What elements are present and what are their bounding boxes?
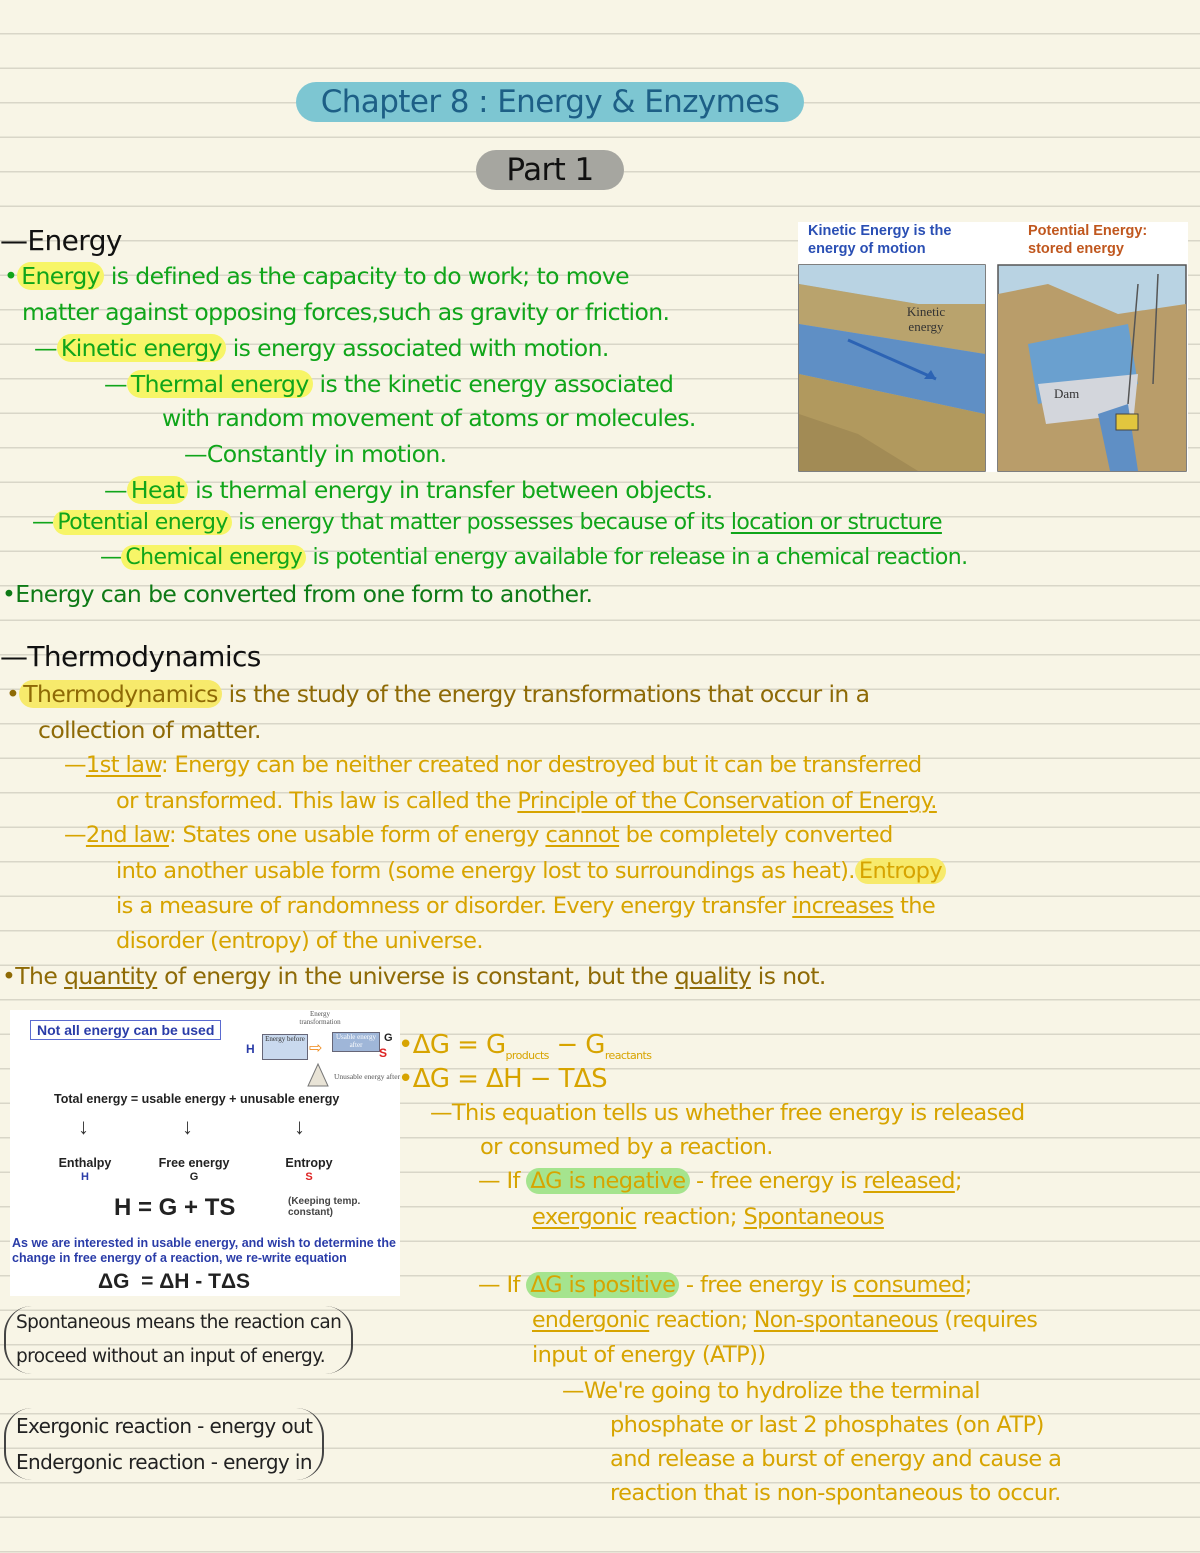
enthalpy-label: Enthalpy bbox=[58, 1156, 112, 1170]
non-spontaneous-word: Non-spontaneous bbox=[753, 1308, 938, 1333]
chemical-rest: is potential energy available for release in a chemical reaction. bbox=[306, 545, 968, 570]
thermal-energy-line: — Thermal energy is the kinetic energy associated bbox=[104, 370, 674, 398]
second-law-line2 bbox=[116, 858, 946, 884]
delta-g-equation: ΔG = ΔH - TΔS bbox=[98, 1270, 251, 1293]
thermo-heading: —Thermodynamics bbox=[0, 640, 261, 673]
g-letter: G bbox=[384, 1032, 393, 1044]
constantly-text: Constantly in motion. bbox=[206, 440, 447, 468]
thermal-term: Thermal energy bbox=[127, 370, 313, 398]
tells-text: This equation tells us whether free energy is released bbox=[451, 1100, 1025, 1126]
heat-line: — Heat is thermal energy in transfer between objects. bbox=[104, 476, 713, 504]
thermo-definition: • Thermodynamics is the study of the energy transformations that occur in a bbox=[6, 680, 870, 708]
gibbs-figure-title: Not all energy can be used bbox=[30, 1020, 221, 1040]
seesaw-fulcrum-icon bbox=[306, 1062, 330, 1088]
pos-line2-d: (requires bbox=[937, 1308, 1038, 1333]
released-word: released bbox=[863, 1168, 955, 1194]
s-letter: S bbox=[379, 1046, 388, 1060]
quantity-word: quantity bbox=[64, 962, 158, 990]
keeping-temp-note: (Keeping temp. constant) bbox=[288, 1196, 361, 1218]
quantity-b: of energy in the universe is constant, but the bbox=[157, 962, 675, 990]
second-law-line2-text: into another usable form (some energy lost to surroundings as heat). bbox=[116, 858, 855, 884]
quality-word: quality bbox=[674, 962, 751, 990]
eq1-sub1: products bbox=[505, 1049, 549, 1063]
energy-term: Energy bbox=[17, 262, 104, 290]
thermo-definition-line2: collection of matter. bbox=[38, 716, 261, 744]
positive-line2 bbox=[532, 1308, 1037, 1333]
endergonic-word: endergonic bbox=[532, 1308, 650, 1333]
spontaneous-word: Spontaneous bbox=[743, 1204, 884, 1230]
second-law-line3 bbox=[116, 893, 935, 919]
first-law-line2-text: or transformed. This law is called the bbox=[116, 788, 518, 814]
delta-g-products-eq: •ΔG = $G_{products} - G_{reactants}$ bbox=[398, 1030, 652, 1063]
eq1-sub2: reactants bbox=[604, 1049, 652, 1063]
second-law-line3-text: is a measure of randomness or disorder. Every energy transfer bbox=[116, 893, 793, 919]
free-energy-symbol: G bbox=[189, 1171, 199, 1183]
thermo-term: Thermodynamics bbox=[19, 680, 222, 708]
second-law-line3-end: the bbox=[893, 893, 936, 919]
exer-line1: Exergonic reaction - energy out bbox=[16, 1414, 313, 1438]
thermal-energy-line2: with random movement of atoms or molecules. bbox=[162, 404, 696, 432]
spont-line2: proceed without an input of energy. bbox=[16, 1346, 326, 1367]
entropy-label: Entropy bbox=[285, 1156, 333, 1170]
unusable-after-label: Unusable energy after bbox=[334, 1072, 401, 1081]
arrow-down-icon-2: ↓ bbox=[182, 1114, 193, 1139]
first-law-line2 bbox=[116, 788, 937, 814]
kinetic-caption: Kinetic Energy is the energy of motion bbox=[808, 223, 952, 257]
converted-text: Energy can be converted from one form to another. bbox=[15, 580, 593, 608]
kinetic-rest: is energy associated with motion. bbox=[225, 334, 609, 362]
rewrite-note: As we are interested in usable energy, and wish to determine the change in free energy of a reaction, we re-write equation bbox=[12, 1236, 396, 1265]
part-label: Part 1 bbox=[476, 150, 624, 190]
pos-line2-b: reaction; bbox=[649, 1308, 754, 1333]
landscape-illustration bbox=[798, 264, 1188, 472]
atp-line4: reaction that is non-spontaneous to occur. bbox=[610, 1480, 1061, 1506]
negative-line2 bbox=[532, 1204, 884, 1230]
kinetic-energy-line: — Kinetic energy is energy associated with motion. bbox=[34, 334, 609, 362]
spontaneous-note bbox=[4, 1306, 353, 1374]
potential-term: Potential energy bbox=[53, 510, 231, 535]
arrow-down-icon-3: ↓ bbox=[294, 1114, 305, 1139]
energy-transformation-label: Energy transformation bbox=[299, 1010, 341, 1026]
neg-semicolon: ; bbox=[954, 1168, 962, 1194]
potential-energy-line: — Potential energy is energy that matter possesses because of its location or structure bbox=[32, 510, 942, 535]
eq1-b: − G bbox=[548, 1030, 605, 1060]
delta-g-eq2: •ΔG = ΔH − TΔS bbox=[398, 1064, 608, 1094]
heat-rest: is thermal energy in transfer between objects. bbox=[188, 476, 713, 504]
consumed-word: consumed bbox=[853, 1272, 965, 1298]
atp-line3: and release a burst of energy and cause a bbox=[610, 1446, 1062, 1472]
quantity-quality-line: •The quantity of energy in the universe is constant, but the quality is not. bbox=[2, 962, 826, 990]
second-law-line4: disorder (entropy) of the universe. bbox=[116, 928, 483, 954]
heat-term: Heat bbox=[127, 476, 188, 504]
enthalpy-symbol: H bbox=[81, 1171, 89, 1183]
kinetic-label: Kinetic energy bbox=[906, 304, 946, 334]
exer-line2: Endergonic reaction - energy in bbox=[16, 1450, 312, 1474]
neg-line2-b: reaction; bbox=[636, 1204, 744, 1230]
arrow-down-icon-1: ↓ bbox=[78, 1114, 89, 1139]
thermal-rest: is the kinetic energy associated bbox=[312, 370, 674, 398]
atp-line1-text: We're going to hydrolize the terminal bbox=[583, 1378, 980, 1404]
energy-definition: • Energy is defined as the capacity to do work; to move bbox=[4, 262, 629, 290]
kinetic-potential-figure bbox=[798, 222, 1188, 472]
kinetic-term: Kinetic energy bbox=[57, 334, 226, 362]
energy-converted-line: •Energy can be converted from one form to another. bbox=[2, 580, 593, 608]
usable-after-box: Usable energy after bbox=[332, 1032, 380, 1052]
second-law-line: —2nd law: States one usable form of energy cannot be completely converted bbox=[64, 822, 893, 848]
potential-rest: is energy that matter possesses because of its bbox=[231, 510, 731, 535]
conservation-principle: Principle of the Conservation of Energy. bbox=[517, 788, 937, 814]
atp-line2: phosphate or last 2 phosphates (on ATP) bbox=[610, 1412, 1044, 1438]
constantly-line: —Constantly in motion. bbox=[184, 440, 447, 468]
negative-line: — If ΔG is negative - free energy is released; bbox=[478, 1168, 962, 1194]
pos-semicolon: ; bbox=[964, 1272, 972, 1298]
energy-heading: —Energy bbox=[0, 224, 122, 257]
second-law-rest-b: be completely converted bbox=[619, 822, 893, 848]
positive-line3: input of energy (ATP)) bbox=[532, 1342, 766, 1368]
eq1-a: ΔG = G bbox=[412, 1030, 506, 1060]
spont-line1: Spontaneous means the reaction can bbox=[16, 1312, 342, 1333]
thermo-heading-text: Thermodynamics bbox=[27, 640, 261, 673]
pos-if: If bbox=[506, 1272, 527, 1298]
thermo-rest: is the study of the energy transformations that occur in a bbox=[221, 680, 870, 708]
quality-b: is not. bbox=[750, 962, 826, 990]
negative-term: ΔG is negative bbox=[526, 1168, 689, 1194]
energy-before-box: Energy before bbox=[262, 1034, 308, 1060]
exer-ender-note bbox=[4, 1408, 324, 1480]
equation-tells-line: —This equation tells us whether free energy is released bbox=[430, 1100, 1025, 1126]
quantity-a: The bbox=[15, 962, 65, 990]
chemical-energy-line: — Chemical energy is potential energy available for release in a chemical reaction. bbox=[100, 545, 968, 570]
potential-caption: Potential Energy: stored energy bbox=[1028, 223, 1148, 257]
equation-tells-line2: or consumed by a reaction. bbox=[480, 1134, 773, 1160]
first-law-rest: : Energy can be neither created nor destroyed but it can be transferred bbox=[160, 752, 922, 778]
atp-line1: —We're going to hydrolize the terminal bbox=[562, 1378, 980, 1404]
positive-term: ΔG is positive bbox=[526, 1272, 679, 1298]
second-law-label: 2nd law bbox=[85, 822, 169, 848]
total-energy-line: Total energy = usable energy + unusable energy bbox=[54, 1092, 340, 1106]
pos-rest: - free energy is bbox=[679, 1272, 854, 1298]
dam-label: Dam bbox=[1054, 386, 1080, 401]
energy-def-rest: is defined as the capacity to do work; to move bbox=[103, 262, 629, 290]
potential-underlined: location or structure bbox=[730, 510, 942, 535]
first-law-line: —1st law: Energy can be neither created nor destroyed but it can be transferred bbox=[64, 752, 922, 778]
h-equation: H = G + TS bbox=[114, 1194, 236, 1221]
entropy-term: Entropy bbox=[855, 858, 946, 884]
exergonic-word: exergonic bbox=[532, 1204, 637, 1230]
entropy-symbol: S bbox=[305, 1171, 313, 1183]
h-letter: H bbox=[246, 1042, 255, 1056]
energy-heading-text: Energy bbox=[27, 224, 122, 257]
first-law-label: 1st law bbox=[85, 752, 161, 778]
gibbs-figure bbox=[10, 1010, 400, 1296]
free-energy-label: Free energy bbox=[158, 1156, 230, 1170]
energy-definition-line2: matter against opposing forces,such as gravity or friction. bbox=[22, 298, 670, 326]
second-law-rest: : States one usable form of energy bbox=[168, 822, 546, 848]
neg-rest: - free energy is bbox=[689, 1168, 864, 1194]
eq2-text: ΔG = ΔH − TΔS bbox=[412, 1064, 608, 1094]
page-title: Chapter 8 : Energy & Enzymes bbox=[296, 82, 804, 122]
increases-word: increases bbox=[792, 893, 894, 919]
chemical-term: Chemical energy bbox=[121, 545, 306, 570]
transform-arrow-icon: ⇨ bbox=[309, 1040, 323, 1057]
neg-if: If bbox=[506, 1168, 527, 1194]
positive-line: — If ΔG is positive - free energy is consumed; bbox=[478, 1272, 972, 1298]
cannot-word: cannot bbox=[545, 822, 620, 848]
